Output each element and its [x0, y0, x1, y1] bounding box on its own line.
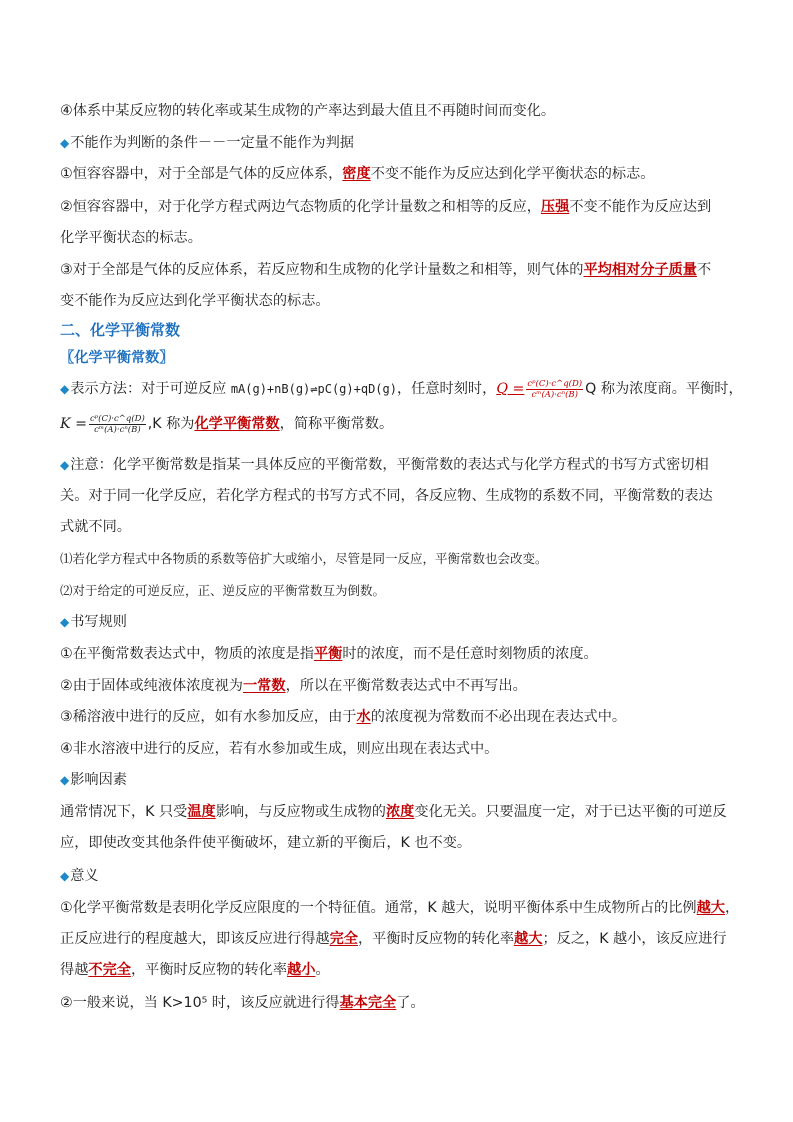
paragraph-continuation — [60, 291, 330, 311]
q-symbol: Q = — [496, 381, 525, 397]
text: ①恒容容器中，对于全部是气体的反应体系， — [60, 166, 343, 182]
text: ，平衡时反应物的转化率 — [130, 962, 288, 978]
text: ， — [725, 900, 740, 916]
paragraph — [60, 455, 709, 475]
diamond-bullet-icon: ◆ — [60, 136, 70, 150]
keyword: 压强 — [540, 199, 570, 215]
text: 书写规则 — [70, 614, 127, 630]
k-fraction — [89, 414, 146, 435]
diamond-bullet-icon: ◆ — [60, 458, 70, 472]
text: 不能作为判断的条件－－一定量不能作为判据 — [70, 135, 354, 151]
paragraph-continuation — [60, 929, 727, 949]
paragraph-continuation — [60, 228, 202, 248]
rule-item: ④非水溶液中进行的反应，若有水参加或生成，则应出现在表达式中。 — [60, 741, 499, 757]
reaction-equation: mA(g)+nB(g)⇌pC(g)+qD(g) — [230, 382, 397, 396]
note-item: ⑴若化学方程式中各物质的系数等倍扩大或缩小，尽管是同一反应，平衡常数也会改变。 — [60, 551, 548, 566]
text: 。 — [315, 962, 330, 978]
formula-line — [60, 412, 393, 436]
paragraph-continuation: 式就不同。 — [60, 519, 131, 535]
paragraph — [60, 164, 654, 184]
text: 变化无关。只要温度一定，对于已达平衡的可逆反 — [414, 804, 727, 820]
text: ②由于固体或纯液体浓度视为 — [60, 678, 243, 694]
text: 不 — [697, 262, 712, 278]
paragraph-continuation — [60, 960, 330, 980]
bullet-heading — [60, 770, 127, 790]
keyword: 越大 — [514, 931, 543, 947]
text: ,K 称为 — [147, 416, 195, 432]
diamond-bullet-icon: ◆ — [60, 773, 70, 787]
text: ，简称平衡常数。 — [279, 416, 394, 432]
q-fraction — [526, 379, 583, 400]
paragraph-continuation: 关。对于同一化学反应，若化学方程式的书写方式不同，各反应物、生成物的系数不同，平衡常数的表达 — [60, 488, 713, 504]
paragraph — [60, 898, 739, 918]
text: Q 称为浓度商。平衡时， — [585, 381, 743, 397]
keyword: 平均相对分子质量 — [583, 262, 697, 278]
bullet-heading — [60, 866, 99, 886]
text: 时的浓度，而不是任意时刻物质的浓度。 — [342, 646, 598, 662]
keyword: 化学平衡常数 — [194, 416, 280, 432]
diamond-bullet-icon: ◆ — [60, 869, 70, 883]
text: 变不能作为反应达到化学平衡状态的标志。 — [60, 293, 330, 309]
paragraph — [60, 101, 555, 121]
text: 的浓度视为常数而不必出现在表达式中。 — [370, 709, 627, 725]
keyword: 浓度 — [385, 804, 415, 820]
text: 不变不能作为反应达到化学平衡状态的标志。 — [370, 166, 655, 182]
text: ②一般来说，当 K>10⁵ 时，该反应就进行得 — [60, 995, 340, 1011]
section-heading: 二、化学平衡常数 — [60, 321, 181, 339]
keyword: 基本完全 — [339, 995, 397, 1011]
keyword: 密度 — [342, 166, 371, 182]
paragraph — [60, 197, 711, 217]
keyword: 水 — [356, 709, 371, 725]
q-numerator: cᵖ(C)·c^q(D) — [527, 378, 583, 389]
text: ④体系中某反应物的转化率或某生成物的产率达到最大值且不再随时间而变化。 — [60, 103, 556, 119]
text: 化学平衡状态的标志。 — [60, 230, 202, 246]
k-numerator: cᵖ(C)·c^q(D) — [90, 413, 145, 424]
text: ③稀溶液中进行的反应，如有水参加反应，由于 — [60, 709, 357, 725]
diamond-bullet-icon: ◆ — [60, 382, 70, 396]
text: 不变不能作为反应达到 — [569, 199, 712, 215]
bullet-heading — [60, 133, 354, 153]
keyword: 越小 — [287, 962, 316, 978]
k-symbol: K = — [60, 416, 87, 432]
diamond-bullet-icon: ◆ — [60, 615, 70, 629]
text: ②恒容容器中，对于化学方程式两边气态物质的化学计量数之和相等的反应， — [60, 199, 541, 215]
rule-item — [60, 676, 527, 696]
text: ，所以在平衡常数表达式中不再写出。 — [285, 678, 527, 694]
text: 意义 — [70, 868, 99, 884]
keyword: 越大 — [696, 900, 725, 916]
text: 注意：化学平衡常数是指某一具体反应的平衡常数，平衡常数的表达式与化学方程式的书写方式密切相 — [70, 457, 709, 473]
paragraph — [60, 260, 711, 280]
text: ，平衡时反应物的转化率 — [357, 931, 515, 947]
text: ①在平衡常数表达式中，物质的浓度是指 — [60, 646, 314, 662]
text: ③对于全部是气体的反应体系，若反应物和生成物的化学计量数之和相等，则气体的 — [60, 262, 584, 278]
keyword: 完全 — [329, 931, 358, 947]
keyword: 一常数 — [242, 678, 286, 694]
k-denominator: cᵐ(A)·cⁿ(B) — [94, 424, 141, 435]
keyword: 温度 — [187, 804, 216, 820]
text: 正反应进行的程度越大，即该反应进行得越 — [60, 931, 330, 947]
paragraph — [60, 993, 425, 1013]
text: 影响，与反应物或生成物的 — [215, 804, 386, 820]
text: 得越 — [60, 962, 89, 978]
text: 影响因素 — [70, 772, 127, 788]
rule-item — [60, 644, 598, 664]
note-item: ⑵对于给定的可逆反应，正、逆反应的平衡常数互为倒数。 — [60, 583, 386, 598]
bullet-heading — [60, 612, 127, 632]
keyword: 不完全 — [88, 962, 131, 978]
subsection-heading: 〖化学平衡常数〗 — [60, 350, 174, 366]
text: ①化学平衡常数是表明化学反应限度的一个特征值。通常，K 越大，说明平衡体系中生成物所占的比例 — [60, 900, 697, 916]
paragraph — [60, 802, 727, 822]
q-denominator: cᵐ(A)·cⁿ(B) — [531, 389, 578, 400]
rule-item — [60, 707, 626, 727]
text: 表示方法：对于可逆反应 — [70, 381, 231, 397]
paragraph-continuation: 应，即使改变其他条件使平衡破坏，建立新的平衡后，K 也不变。 — [60, 835, 472, 851]
keyword: 平衡 — [313, 646, 343, 662]
text: 通常情况下，K 只受 — [60, 804, 188, 820]
formula-line — [60, 377, 743, 401]
text: ；反之，K 越小，该反应进行 — [542, 931, 727, 947]
text: 了。 — [396, 995, 425, 1011]
text: ，任意时刻时， — [396, 381, 497, 397]
